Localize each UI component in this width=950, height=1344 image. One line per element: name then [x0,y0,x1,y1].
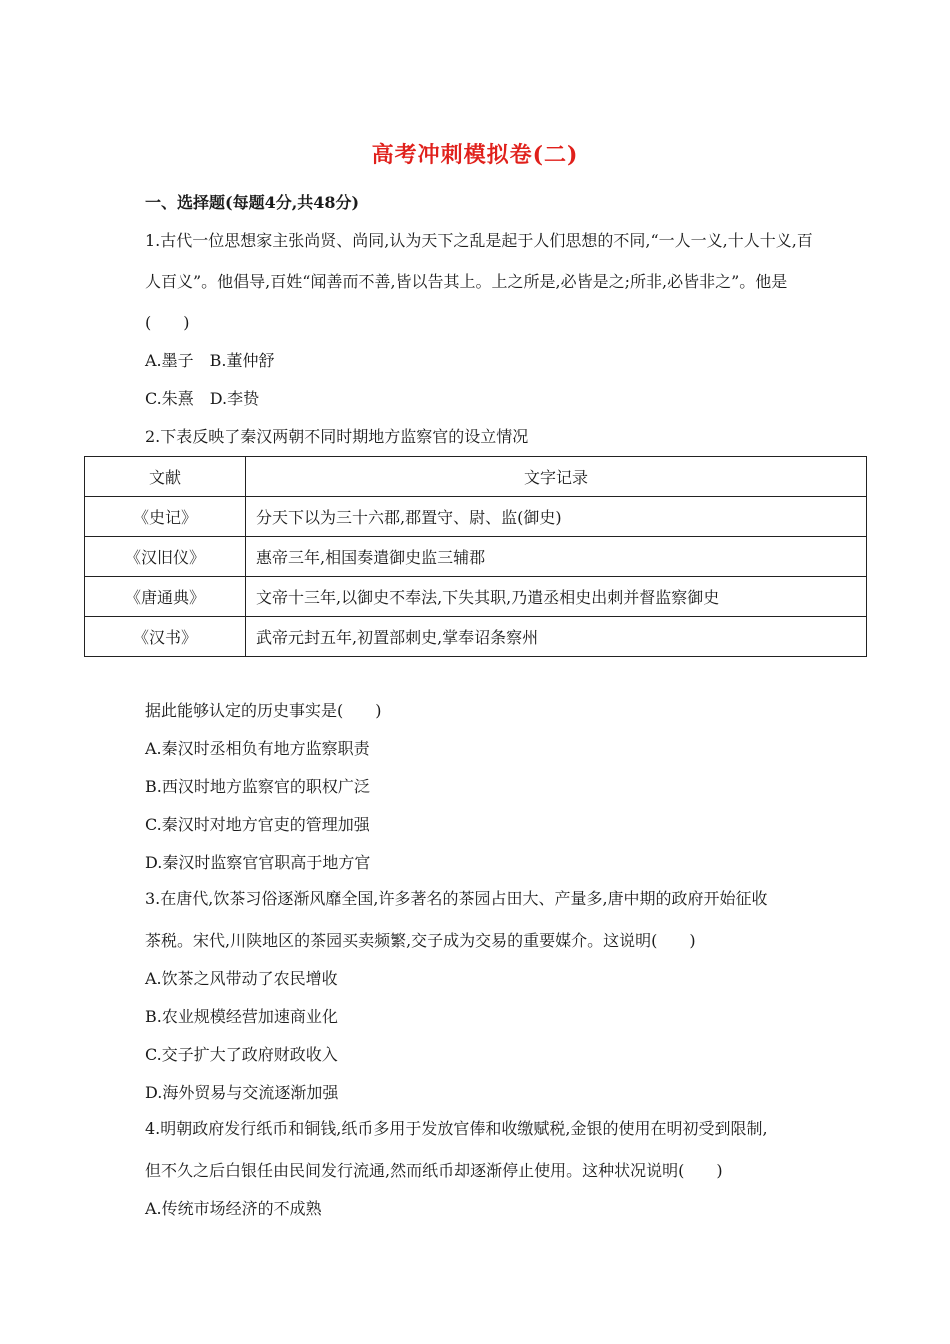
question-1-options-ab: A.墨子 B.董仲舒 [145,351,275,370]
question-2-stem: 2.下表反映了秦汉两朝不同时期地方监察官的设立情况 [145,427,529,446]
table-cell-record: 武帝元封五年,初置部刺史,掌奉诏条察州 [246,617,867,657]
table-row [85,577,867,617]
question-3-option-a: A.饮茶之风带动了农民增收 [145,969,338,988]
question-4-option-a: A.传统市场经济的不成熟 [145,1199,322,1218]
question-1-stem: 1.古代一位思想家主张尚贤、尚同,认为天下之乱是起于人们思想的不同,“一人一义,十人十义,百人百义”。他倡导,百姓“闻善而不善,皆以告其上。上之所是,必皆是之;所非,必皆非之”。他是( ) [145,231,813,332]
question-1-options-cd: C.朱熹 D.李贽 [145,389,260,408]
table-row [85,617,867,657]
question-3-option-c: C.交子扩大了政府财政收入 [145,1045,338,1064]
table-cell-record: 惠帝三年,相国奏遣御史监三辅郡 [246,537,867,577]
question-3-option-d: D.海外贸易与交流逐渐加强 [145,1083,339,1102]
question-3-line-1: 3.在唐代,饮茶习俗逐渐风靡全国,许多著名的茶园占田大、产量多,唐中期的政府开始征收 [145,889,768,908]
section-heading: 一、选择题(每题4分,共48分) [145,193,360,212]
table-header-cell: 文字记录 [246,457,867,497]
table-cell-source: 《史记》 [85,497,246,537]
table-header-cell: 文献 [85,457,246,497]
table-cell-source: 《汉旧仪》 [85,537,246,577]
question-2-prompt: 据此能够认定的历史事实是( ) [145,701,382,720]
question-2-option-b: B.西汉时地方监察官的职权广泛 [145,777,370,796]
question-2-option-a: A.秦汉时丞相负有地方监察职责 [145,739,370,758]
table-cell-source: 《唐通典》 [85,577,246,617]
table-header-row [85,457,867,497]
table-row [85,537,867,577]
table-cell-record: 文帝十三年,以御史不奉法,下失其职,乃遣丞相史出刺并督监察御史 [246,577,867,617]
question-3-option-b: B.农业规模经营加速商业化 [145,1007,338,1026]
question-4-line-1: 4.明朝政府发行纸币和铜钱,纸币多用于发放官俸和收缴赋税,金银的使用在明初受到限制, [145,1119,768,1138]
page-title: 高考冲刺模拟卷(二) [371,142,579,168]
question-3-line-2: 茶税。宋代,川陕地区的茶园买卖频繁,交子成为交易的重要媒介。这说明( ) [145,931,696,950]
question-4-line-2: 但不久之后白银任由民间发行流通,然而纸币却逐渐停止使用。这种状况说明( ) [145,1161,723,1180]
table-cell-source: 《汉书》 [85,617,246,657]
records-table [84,456,867,657]
question-2-option-d: D.秦汉时监察官官职高于地方官 [145,853,371,872]
table-cell-record: 分天下以为三十六郡,郡置守、尉、监(御史) [246,497,867,537]
question-2-option-c: C.秦汉时对地方官吏的管理加强 [145,815,370,834]
table-row [85,497,867,537]
